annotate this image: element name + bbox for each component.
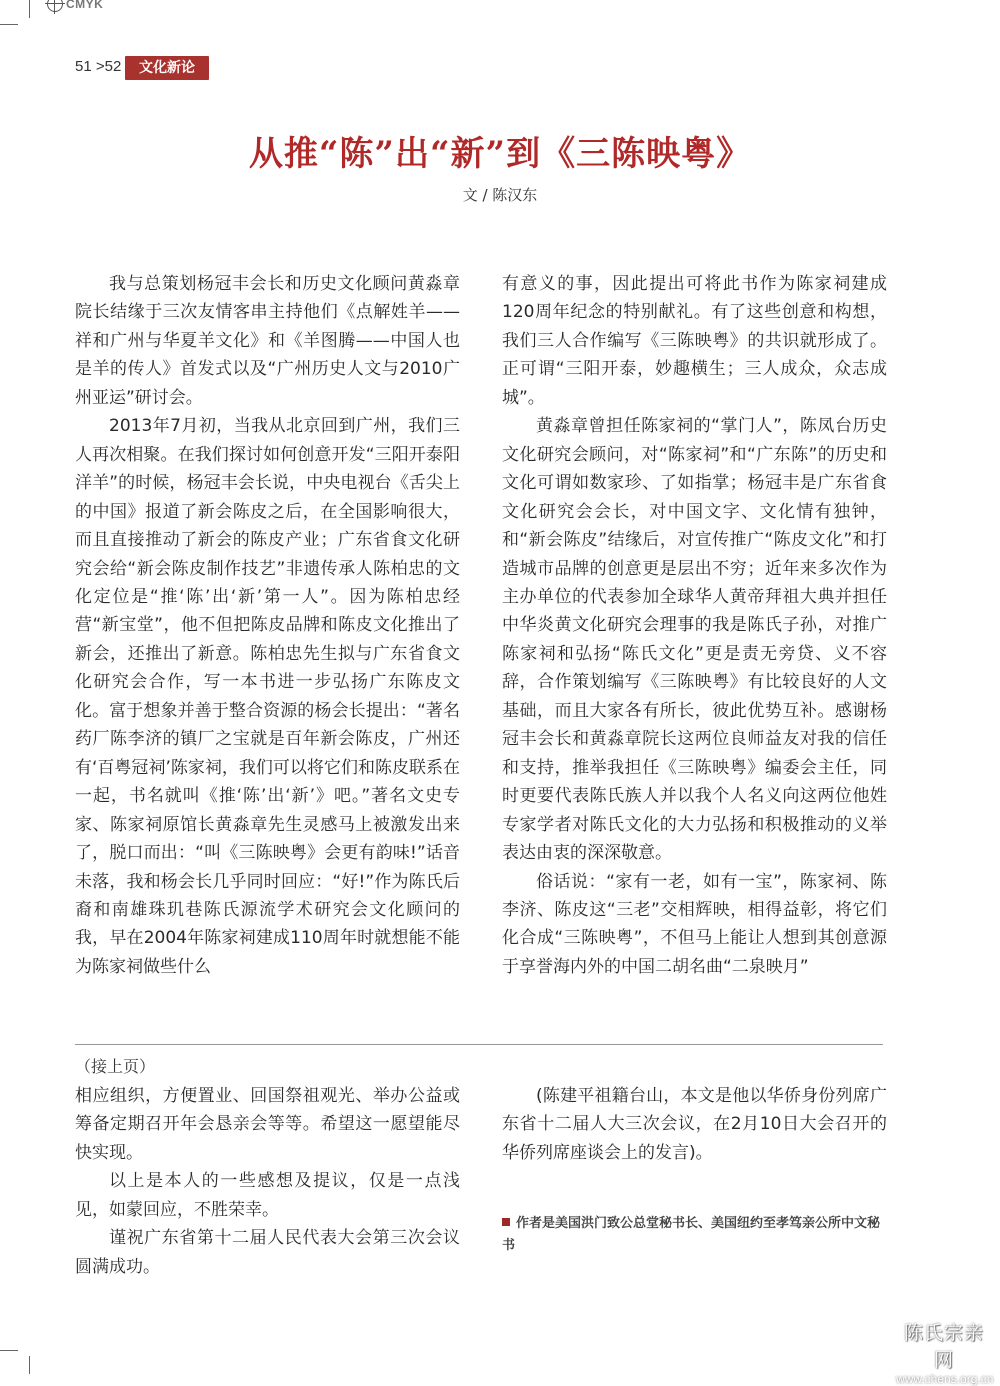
paragraph: 以上是本人的一些感想及提议，仅是一点浅见，如蒙回应，不胜荣幸。 xyxy=(75,1171,460,1220)
author-note-text: 作者是美国洪门致公总堂秘书长、美国纽约至孝笃亲公所中文秘书 xyxy=(502,1216,881,1253)
paragraph: 相应组织，方便置业、回国祭祖观光、举办公益或筹备定期召开年会恳亲会等等。希望这一愿望能尽快实现。 xyxy=(75,1086,460,1163)
registration-mark-icon xyxy=(47,0,63,12)
paragraph: 俗话说：“家有一老，如有一宝”，陈家祠、陈李济、陈皮这“三老”交相辉映，相得益彰，将它们化合成“三陈映粤”，不但马上能让人想到其创意源于享誉海内外的中国二胡名曲“二泉映月” xyxy=(502,871,887,977)
paragraph: 黄淼章曾担任陈家祠的“掌门人”，陈凤台历史文化研究会顾问，对“陈家祠”和“广东陈”的历史和文化可谓如数家珍、了如指掌；杨冠丰是广东省食文化研究会会长，对中国文字、文化情有独钟，和“新会陈皮”结缘后，对宣传推广“陈皮文化”和打造城市品牌的创意更是层出不穷；近年来多次作为主办单位的代表参加全球华人黄帝拜祖大典并担任中华炎黄文化研究会理事的我是陈氏子孙，对推广陈家祠和弘扬“陈氏文化”更是责无旁贷、义不容辞，合作策划编写《三陈映粤》有比较良好的人文基础，而且大家各有所长，彼此优势互补。感谢杨冠丰会长和黄淼章院长这两位良师益友对我的信任和支持，推举我担任《三陈映粤》编委会主任，同时更要代表陈氏族人并以我个人名义向这两位他姓专家学者对陈氏文化的大力弘扬和积极推动的义举表达由衷的深深敬意。 xyxy=(502,416,887,864)
paragraph: 2013年7月初，当我从北京回到广州，我们三人再次相聚。在我们探讨如何创意开发“三阳开泰阳洋羊”的时候，杨冠丰会长说，中央电视台《舌尖上的中国》报道了新会陈皮之后，在全国影响很大，而且直接推动了新会的陈皮产业；广东省食文化研究会给“新会陈皮制作技艺”非遗传承人陈柏忠的文化定位是“推‘陈’出‘新’第一人”。因为陈柏忠经营“新宝堂”，他不但把陈皮品牌和陈皮文化推出了新会，还推出了新意。陈柏忠先生拟与广东省食文化研究会合作，写一本书进一步弘扬广东陈皮文化。富于想象并善于整合资源的杨会长提出：“著名药厂陈李济的镇厂之宝就是百年新会陈皮，广州还有‘百粤冠祠’陈家祠，我们可以将它们和陈皮联系在一起，书名就叫《推‘陈’出‘新’》吧。”著名文史专家、陈家祠原馆长黄淼章先生灵感马上被激发出来了，脱口而出：“叫《三陈映粤》会更有韵味!”话音未落，我和杨会长几乎同时回应：“好!”作为陈氏后裔和南雄珠玑巷陈氏源流学术研究会文化顾问的我，早在2004年陈家祠建成110周年时就想能不能为陈家祠做些什么 xyxy=(75,416,460,977)
right-column xyxy=(502,270,887,981)
divider xyxy=(75,1044,883,1045)
continued-note: （接上页） xyxy=(75,1057,156,1076)
paragraph: (陈建平祖籍台山，本文是他以华侨身份列席广东省十二届人大三次会议，在2月10日大会召开的华侨列席座谈会上的发言)。 xyxy=(502,1086,887,1163)
paragraph: 谨祝广东省第十二届人民代表大会第三次会议圆满成功。 xyxy=(75,1228,460,1277)
watermark xyxy=(896,1318,992,1386)
section-badge: 文化新论 xyxy=(125,56,209,80)
watermark-name: 陈氏宗亲网 xyxy=(903,1322,984,1371)
crop-mark xyxy=(0,1350,18,1351)
crop-mark xyxy=(29,0,30,18)
watermark-url: www.chens.org.cn xyxy=(896,1372,994,1386)
left-column xyxy=(75,270,460,981)
author-note xyxy=(502,1213,887,1257)
byline: 文 / 陈汉东 xyxy=(462,186,538,204)
crop-mark xyxy=(29,1356,30,1374)
article-title: 从推“陈”出“新”到《三陈映粤》 xyxy=(248,134,752,174)
page-numbers: 51 >52 xyxy=(75,58,122,75)
paragraph: 有意义的事，因此提出可将此书作为陈家祠建成120周年纪念的特别献礼。有了这些创意和构想，我们三人合作编写《三陈映粤》的共识就形成了。正可谓“三阳开泰，妙趣横生；三人成众，众志成城”。 xyxy=(502,274,887,408)
continued-right-column xyxy=(502,1082,887,1167)
paragraph: 我与总策划杨冠丰会长和历史文化顾问黄淼章院长结缘于三次友情客串主持他们《点解姓羊——祥和广州与华夏羊文化》和《羊图腾——中国人也是羊的传人》首发式以及“广州历史人文与2010广州亚运”研讨会。 xyxy=(75,274,460,408)
square-bullet-icon xyxy=(502,1218,510,1226)
color-label: CMYK xyxy=(66,0,104,11)
crop-mark xyxy=(0,24,18,25)
continued-left-column xyxy=(75,1082,460,1281)
